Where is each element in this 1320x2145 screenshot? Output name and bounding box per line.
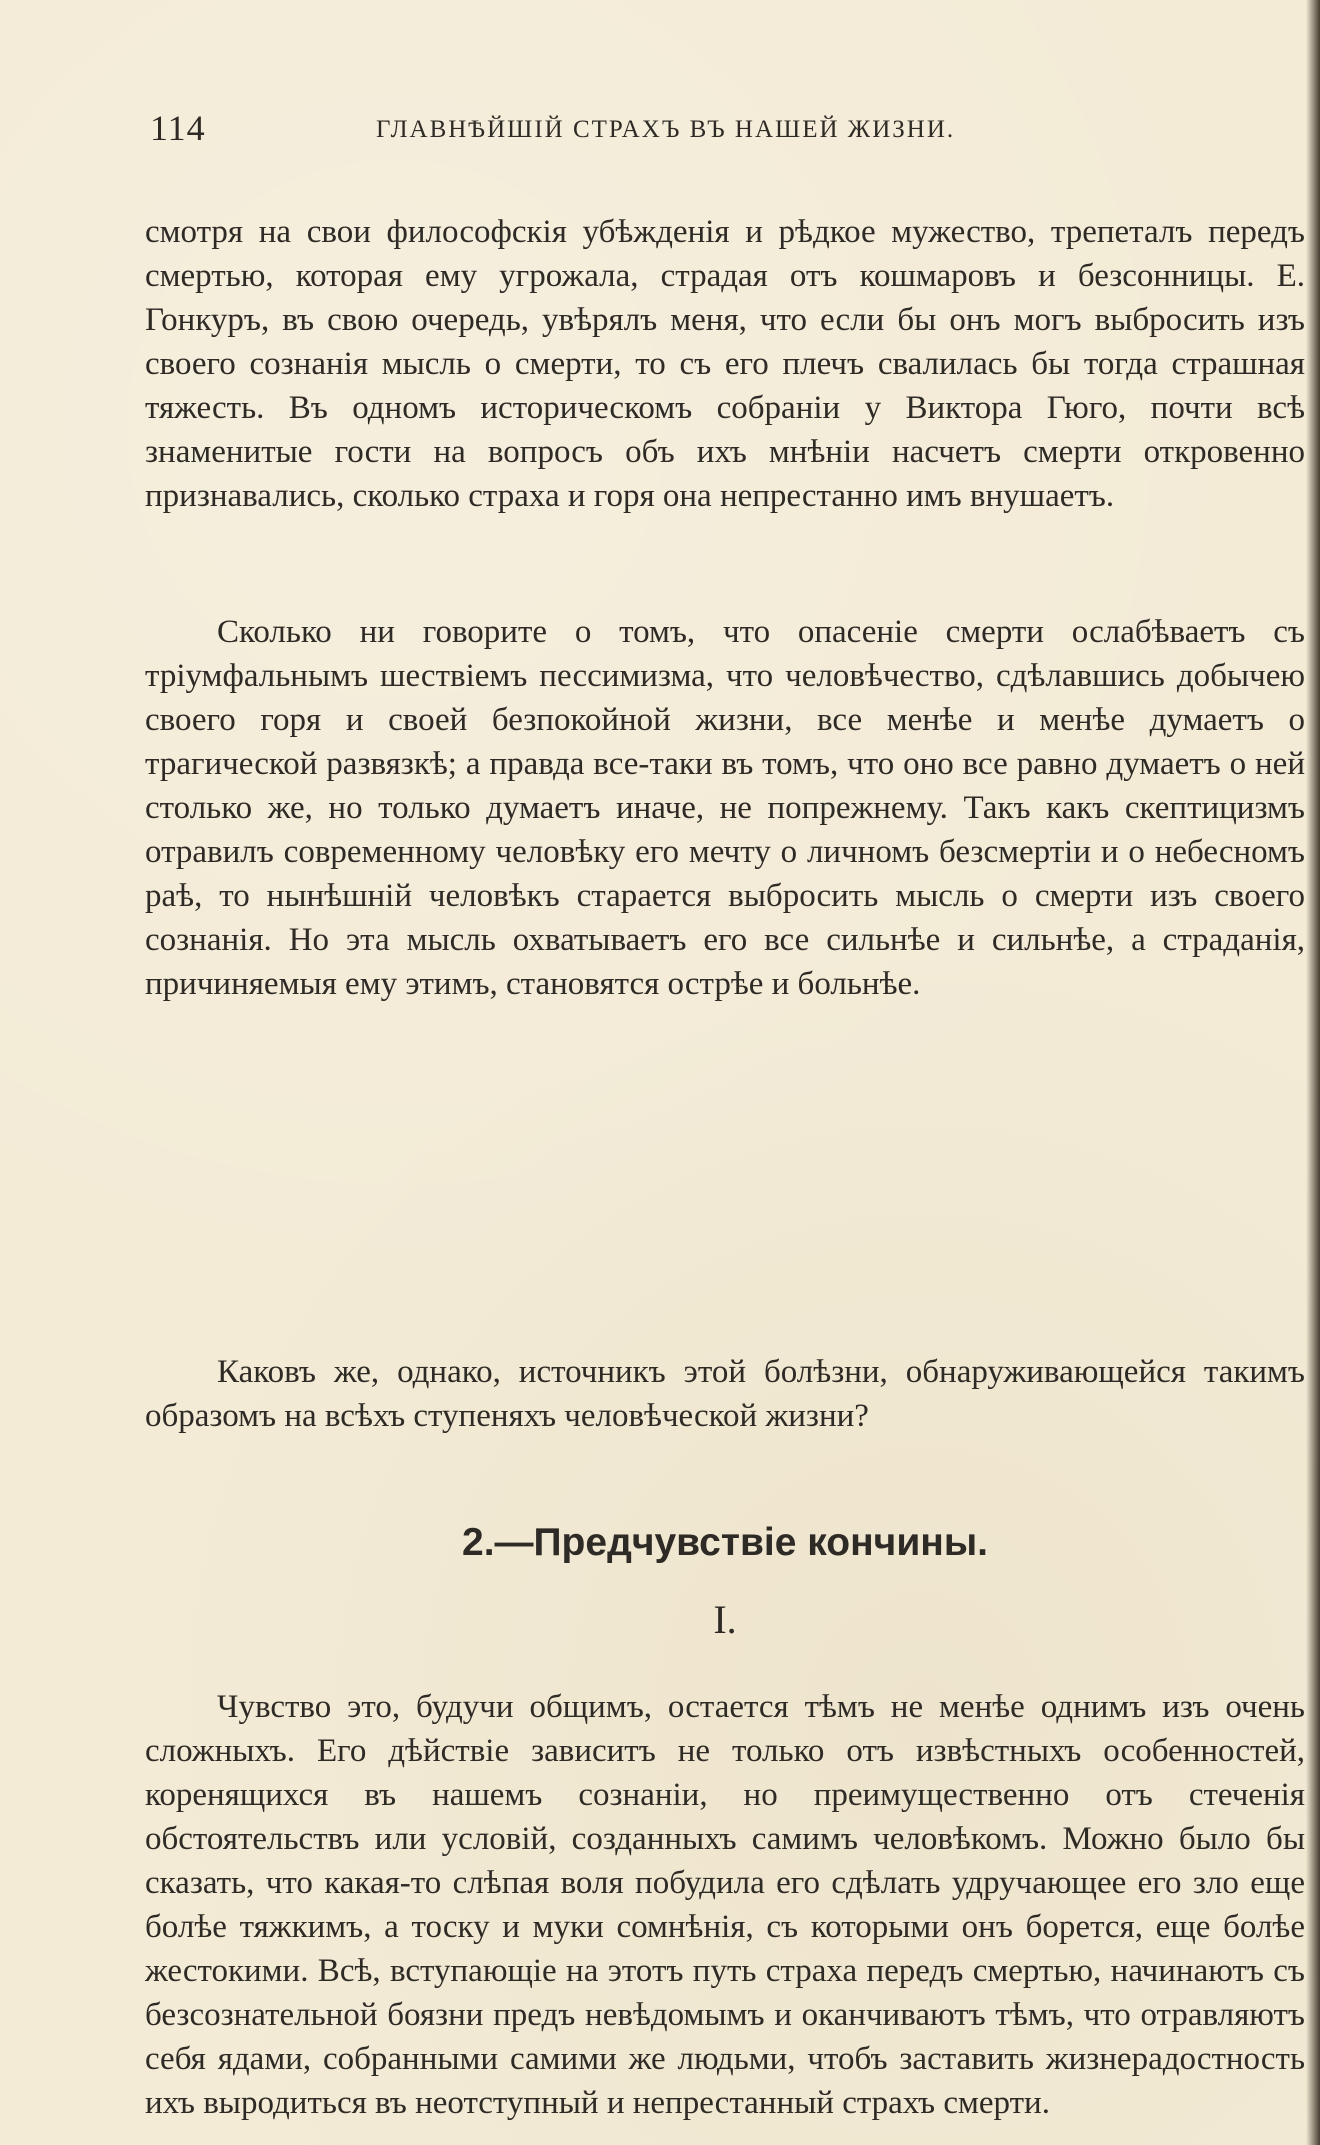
paragraph-3: Каковъ же, однако, источникъ этой болѣзни, обнаруживающейся такимъ образомъ на всѣхъ ступеняхъ человѣческой жизни?	[145, 1354, 1305, 1434]
page-header	[150, 104, 1160, 152]
subsection-number: I.	[713, 1597, 737, 1642]
page-edge-shadow	[1306, 0, 1320, 2145]
section-title: 2.—Предчувствіе кончины.	[462, 1521, 988, 1564]
running-head: ГЛАВНѢЙШІЙ СТРАХЪ ВЪ НАШЕЙ ЖИЗНИ.	[376, 116, 956, 143]
section-paragraph: Чувство это, будучи общимъ, остается тѣмъ не менѣе однимъ изъ очень сложныхъ. Его дѣйствіе зависитъ не только отъ извѣстныхъ особенностей, коренящихся въ нашемъ сознаніи, но преимущественно отъ стеченія обстоятельствъ или условій, созданныхъ самимъ человѣкомъ. Можно было бы сказать, что какая-то слѣпая воля побудила его сдѣлать удручающее его зло еще болѣе тяжкимъ, а тоску и муки сомнѣнія, съ которыми онъ борется, еще болѣе жестокими. Всѣ, вступающіе на этотъ путь страха передъ смертью, начинаютъ съ безсознательной боязни предъ невѣдомымъ и оканчиваютъ тѣмъ, что отравляютъ себя ядами, собранными самими же людьми, чтобъ заставить жизнерадостность ихъ выродиться въ неотступный и непрестанный страхъ смерти.	[145, 1689, 1305, 2121]
paragraph-2: Сколько ни говорите о томъ, что опасеніе смерти ослабѣваетъ съ тріумфальнымъ шествіемъ пессимизма, что человѣчество, сдѣлавшись добычею своего горя и своей безпокойной жизни, все менѣе и менѣе думаетъ о трагической развязкѣ; а правда все-таки въ томъ, что оно все равно думаетъ о ней столько же, но только думаетъ иначе, не попрежнему. Такъ какъ скептицизмъ отравилъ современному человѣку его мечту о личномъ безсмертіи и о небесномъ раѣ, то нынѣшній человѣкъ старается выбросить мысль о смерти изъ своего сознанія. Но эта мысль охватываетъ его все сильнѣе и сильнѣе, а страданія, причиняемыя ему этимъ, становятся острѣе и больнѣе.	[145, 614, 1305, 1002]
paragraph-1: смотря на свои философскія убѣжденія и рѣдкое мужество, трепеталъ передъ смертью, которая ему угрожала, страдая отъ кошмаровъ и безсонницы. Е. Гонкуръ, въ свою очередь, увѣрялъ меня, что если бы онъ могъ выбросить изъ своего сознанія мысль о смерти, то съ его плечъ свалилась бы тогда страшная тяжесть. Въ одномъ историческомъ собраніи у Виктора Гюго, почти всѣ знаменитые гости на вопросъ объ ихъ мнѣніи насчетъ смерти откровенно признавались, сколько страха и горя она непрестанно имъ внушаетъ.	[145, 214, 1305, 514]
page-number: 114	[150, 108, 206, 148]
